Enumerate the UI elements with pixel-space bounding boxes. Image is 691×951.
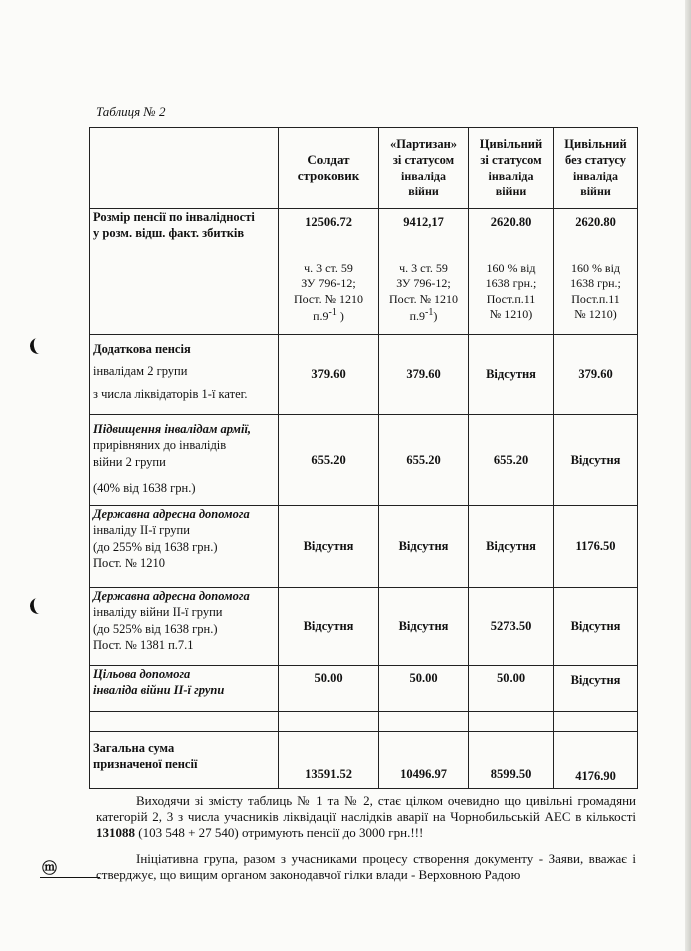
table-row [90, 415, 638, 506]
header-line: строковик [297, 168, 360, 183]
header-line: зі статусом [392, 153, 455, 167]
note-line: Пост. № 1210 [388, 291, 459, 306]
header-civil-without-status [554, 128, 638, 209]
table-cell [279, 209, 379, 335]
label-line: війни 2 групи [93, 454, 166, 469]
table-cell [469, 415, 554, 506]
label-line: прирівняних до інвалідів [93, 438, 227, 453]
table-cell [90, 712, 279, 732]
note-superscript: -1 [425, 307, 434, 319]
label-line: інвалідам 2 групи [93, 364, 188, 379]
table-cell [554, 335, 638, 415]
paragraph-2 [96, 851, 636, 883]
table-row [90, 335, 638, 415]
row-label [90, 588, 279, 666]
table-cell [469, 506, 554, 588]
header-line: Цивільний [479, 137, 543, 152]
label-line: Цільова допомога [93, 667, 191, 681]
note-text: п.9 [313, 309, 329, 324]
cell-value: 12506.72 [305, 215, 352, 229]
note-line: 1638 грн.; [485, 276, 537, 291]
label-line: інваліда війни ІІ-ї групи [93, 683, 225, 698]
table-cell [554, 588, 638, 666]
table-cell [554, 732, 638, 789]
table-cell [279, 732, 379, 789]
label-line: з числа ліквідаторів 1-ї катег. [93, 386, 248, 401]
label-line: Додаткова пенсія [93, 342, 191, 356]
header-empty-cell [90, 128, 279, 209]
label-line: Державна адресна допомога [93, 507, 250, 521]
table-cell [469, 712, 554, 732]
paragraph-1 [96, 793, 636, 841]
label-line: інваліду ІІ-ї групи [93, 523, 190, 538]
label-line: Пост. № 1381 п.7.1 [93, 637, 194, 652]
cell-value: 5273.50 [490, 619, 532, 633]
table-cell [279, 588, 379, 666]
table-cell [379, 588, 469, 666]
table-row [90, 506, 638, 588]
note-text: п.9 [409, 309, 426, 324]
header-line: «Партизан» [389, 137, 458, 152]
cell-value: Відсутня [486, 539, 536, 553]
label-line: Державна адресна допомога [93, 589, 250, 603]
punch-hole-mark [29, 337, 48, 356]
header-line: війни [580, 183, 611, 198]
cell-value: Відсутня [570, 619, 621, 633]
cell-value: 655.20 [406, 452, 441, 467]
table-row [90, 588, 638, 666]
header-line: війни [408, 183, 439, 198]
paragraph-text: Ініціативна група, разом з учасниками процесу створення документу - Заяви, вважає і стверджує, що вищим органом законодавчої гілки влади - Верховною Радою [96, 851, 636, 882]
row-label [90, 506, 279, 588]
header-soldier [279, 128, 379, 209]
label-line: (до 255% від 1638 грн.) [93, 539, 218, 554]
header-line: зі статусом [480, 153, 542, 167]
note-line: Пост. № 1210 [293, 291, 364, 306]
paragraph-text: Виходячи зі змісту таблиць № 1 та № 2, стає цілком очевидно що цивільні громадяни категорій 2, 3 з числа учасників ліквідації наслідків аварії на Чорнобильській АЕС в кількості [96, 793, 636, 824]
cell-note [557, 261, 634, 322]
table-cell [279, 712, 379, 732]
label-line: (40% від 1638 грн.) [93, 480, 196, 495]
table-cell [469, 732, 554, 789]
cell-value: 10496.97 [400, 767, 447, 781]
table-cell [469, 209, 554, 335]
table-cell [279, 335, 379, 415]
label-line: Загальна сума [93, 741, 175, 755]
cell-note [382, 261, 465, 324]
cell-value: 655.20 [493, 452, 529, 467]
cell-value: 655.20 [311, 452, 346, 467]
header-line: без статусу [564, 153, 627, 167]
header-line: Солдат [307, 151, 350, 167]
note-text: ) [433, 309, 438, 324]
table-cell [279, 415, 379, 506]
header-line: інваліда [573, 168, 618, 183]
table-cell [554, 712, 638, 732]
label-line: (до 525% від 1638 грн.) [93, 621, 218, 636]
note-superscript: -1 [328, 307, 337, 319]
pension-table [89, 127, 638, 789]
cell-value: 379.60 [406, 367, 441, 381]
table-cell [279, 506, 379, 588]
cell-value: 13591.52 [305, 767, 352, 781]
table-cell [469, 588, 554, 666]
note-line: № 1210) [574, 307, 617, 322]
row-label [90, 732, 279, 789]
note-line: ЗУ 796-12; [301, 276, 356, 291]
cell-value: Відсутня [398, 619, 449, 633]
table-cell [379, 209, 469, 335]
label-line: у розм. відш. факт. збитків [93, 226, 245, 241]
header-line: інваліда [401, 168, 446, 183]
row-label [90, 335, 279, 415]
table-row-empty [90, 712, 638, 732]
note-line: Пост.п.11 [571, 291, 620, 306]
cell-note [282, 261, 375, 324]
cell-value: Відсутня [570, 452, 621, 467]
table-row [90, 209, 638, 335]
row-label [90, 415, 279, 506]
cell-value: 4176.90 [575, 769, 616, 783]
header-line: війни [495, 183, 527, 198]
cell-value: 50.00 [496, 671, 526, 685]
scan-edge [685, 0, 691, 951]
table-header-row [90, 128, 638, 209]
row-label [90, 666, 279, 712]
paragraph-text: (103 548 + 27 540) отримують пенсії до 3000 грн.!!! [138, 825, 424, 840]
note-line: 160 % від [570, 261, 621, 275]
table-cell [379, 732, 469, 789]
table-cell [279, 666, 379, 712]
cell-value: Відсутня [570, 673, 621, 687]
note-line: 1638 грн.; [570, 276, 621, 291]
row-label [90, 209, 279, 335]
paragraph-number: 131088 [96, 825, 135, 840]
note-line: ЗУ 796-12; [396, 276, 451, 291]
table-cell [379, 506, 469, 588]
cell-value: 50.00 [314, 671, 343, 685]
page-mark: ⓜ [40, 857, 100, 878]
note-line: 160 % від [486, 261, 536, 275]
table-row-total [90, 732, 638, 789]
label-line: Підвищення інвалідам армії, [93, 422, 252, 436]
note-line [382, 307, 465, 324]
header-partisan [379, 128, 469, 209]
header-line: Цивільний [564, 137, 627, 152]
cell-value: 379.60 [311, 367, 346, 381]
cell-value: 1176.50 [575, 539, 616, 553]
header-line: інваліда [488, 168, 534, 183]
table-cell [554, 666, 638, 712]
table-caption: Таблиця № 2 [96, 104, 166, 119]
note-line: № 1210) [489, 307, 533, 322]
header-civil-with-status [469, 128, 554, 209]
table-cell [554, 209, 638, 335]
note-line [282, 307, 375, 324]
cell-value: 50.00 [409, 671, 438, 685]
table-cell [554, 415, 638, 506]
cell-value: Відсутня [398, 539, 449, 553]
table-cell [469, 666, 554, 712]
cell-value: 2620.80 [490, 215, 532, 229]
table-cell [379, 415, 469, 506]
note-line: ч. 3 ст. 59 [399, 261, 448, 275]
cell-value: 8599.50 [490, 767, 532, 781]
table-cell [469, 335, 554, 415]
label-line: призначеної пенсії [93, 757, 198, 772]
label-line: інваліду війни ІІ-ї групи [93, 605, 223, 620]
cell-value: 379.60 [578, 367, 613, 381]
note-line: Пост.п.11 [486, 291, 536, 306]
cell-value: Відсутня [303, 539, 354, 553]
table-cell [554, 506, 638, 588]
note-line: ч. 3 ст. 59 [304, 261, 353, 275]
label-line: Розмір пенсії по інвалідності [93, 210, 255, 224]
punch-hole-mark [29, 597, 48, 616]
table-cell [379, 335, 469, 415]
table-row [90, 666, 638, 712]
cell-value: 9412,17 [403, 215, 444, 229]
cell-value: 2620.80 [575, 215, 616, 229]
table-cell [379, 712, 469, 732]
table-cell [379, 666, 469, 712]
label-line: Пост. № 1210 [93, 555, 165, 570]
cell-note [472, 261, 550, 322]
note-text: ) [336, 309, 344, 324]
cell-value: Відсутня [486, 367, 536, 381]
cell-value: Відсутня [303, 619, 354, 633]
